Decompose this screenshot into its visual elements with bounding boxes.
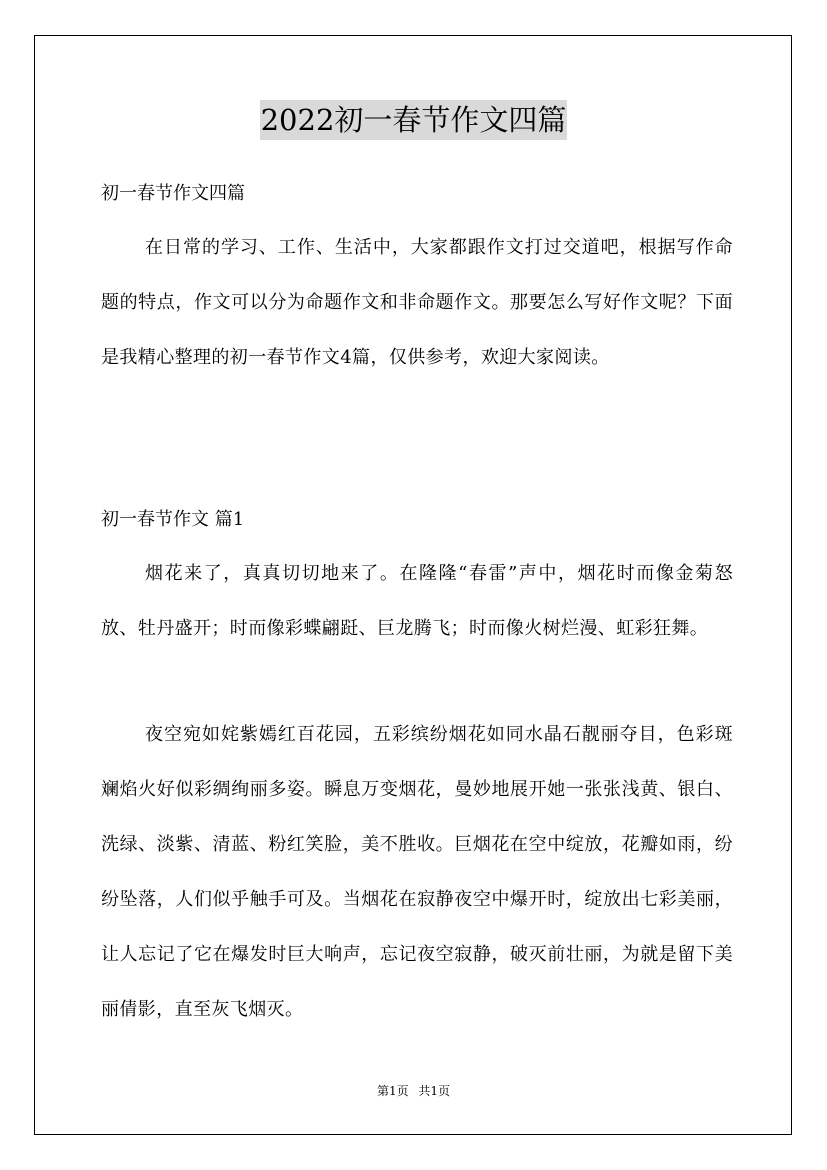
page-total: 共1页 — [418, 1084, 451, 1098]
document-title: 2022初一春节作文四篇 — [260, 100, 568, 140]
intro-paragraph: 在日常的学习、工作、生活中，大家都跟作文打过交道吧，根据写作命题的特点，作文可以分为命题作文和非命题作文。那要怎么写好作文呢？下面是我精心整理的初一春节作文4篇，仅供参考，欢迎大家阅读。 — [101, 237, 733, 368]
section-paragraph-1: 烟花来了，真真切切地来了。在隆隆“春雷”声中，烟花时而像金菊怒放、牡丹盛开；时而像彩蝶翩跹、巨龙腾飞；时而像火树烂漫、虹彩狂舞。 — [101, 563, 733, 639]
page-footer — [0, 1083, 827, 1099]
title-container — [0, 100, 827, 140]
section-paragraph-2: 夜空宛如姹紫嫣红百花园，五彩缤纷烟花如同水晶石靓丽夺目，色彩斑斓焰火好似彩绸绚丽多姿。瞬息万变烟花，曼妙地展开她一张张浅黄、银白、洗绿、淡紫、清蓝、粉红笑脸，美不胜收。巨烟花在空中绽放，花瓣如雨，纷纷坠落，人们似乎触手可及。当烟花在寂静夜空中爆开时，绽放出七彩美丽，让人忘记了它在爆发时巨大响声，忘记夜空寂静，破灭前壮丽，为就是留下美丽倩影，直至灰飞烟灭。 — [101, 724, 733, 1020]
section-heading: 初一春节作文 篇1 — [101, 509, 245, 530]
document-subtitle: 初一春节作文四篇 — [101, 183, 245, 204]
page-number: 第1页 — [376, 1084, 409, 1098]
